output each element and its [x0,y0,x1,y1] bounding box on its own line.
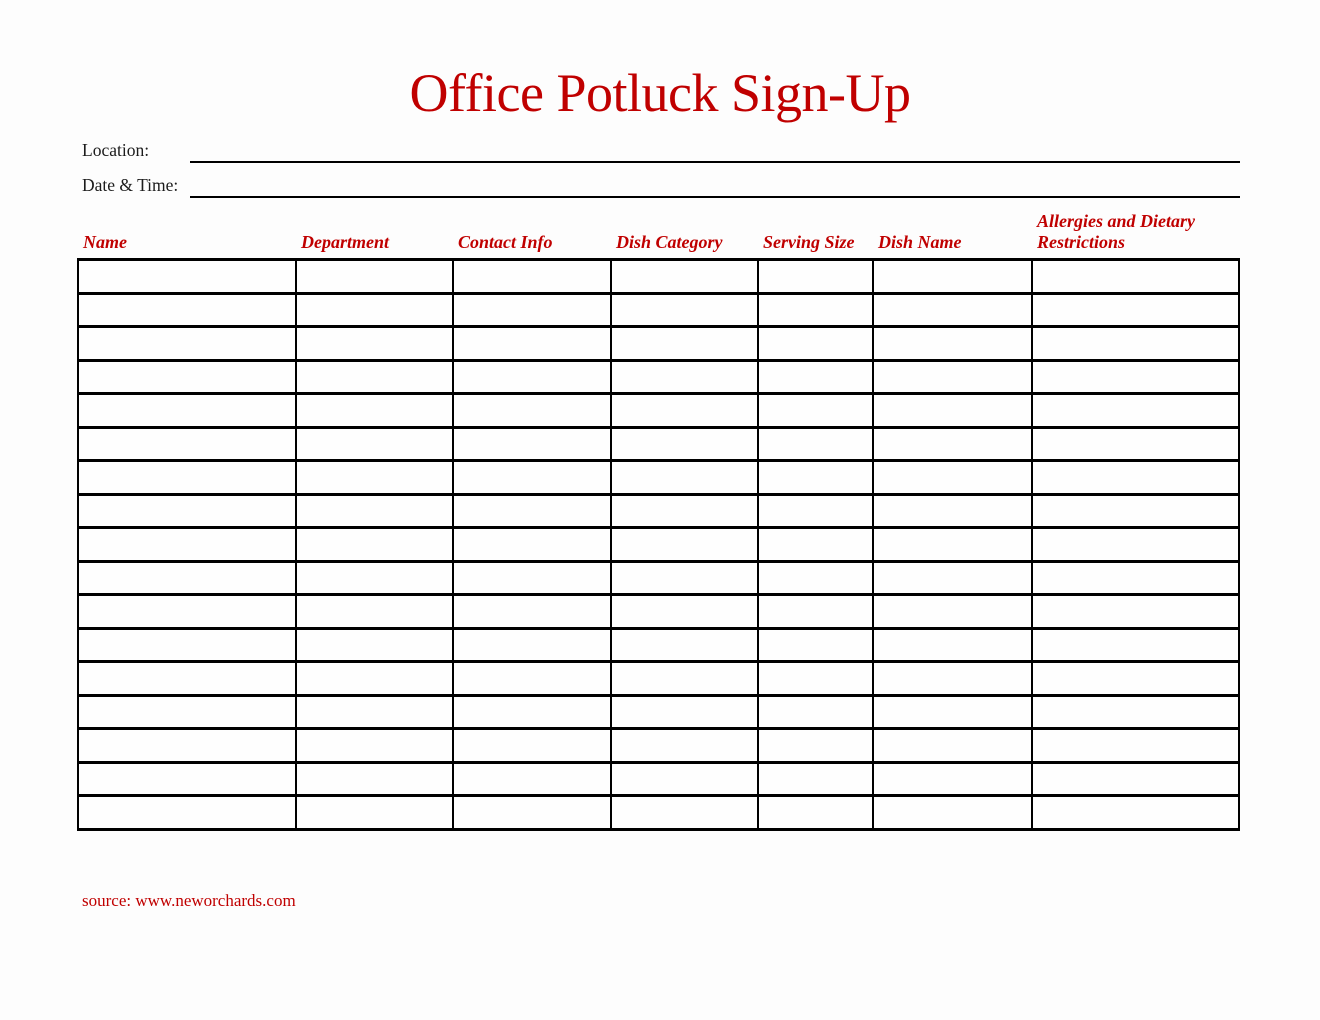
table-cell[interactable] [611,729,758,763]
table-cell[interactable] [611,427,758,461]
table-row [78,695,1239,729]
table-cell[interactable] [873,461,1032,495]
table-cell[interactable] [873,796,1032,830]
table-cell[interactable] [873,561,1032,595]
table-cell[interactable] [296,628,453,662]
table-cell[interactable] [296,595,453,629]
table-cell[interactable] [78,461,296,495]
table-cell[interactable] [1032,494,1239,528]
table-cell[interactable] [611,796,758,830]
table-row [78,796,1239,830]
table-cell[interactable] [1032,461,1239,495]
table-cell[interactable] [78,360,296,394]
table-cell[interactable] [611,394,758,428]
table-cell[interactable] [1032,729,1239,763]
table-cell[interactable] [78,628,296,662]
table-cell[interactable] [296,394,453,428]
table-cell[interactable] [453,729,611,763]
table-cell[interactable] [78,293,296,327]
column-header-name: Name [83,232,127,252]
table-cell[interactable] [453,260,611,294]
table-row [78,427,1239,461]
table-cell[interactable] [758,796,873,830]
signup-table-body [78,260,1239,830]
table-row [78,494,1239,528]
table-cell[interactable] [453,796,611,830]
location-input-line[interactable] [190,161,1240,163]
table-cell[interactable] [873,595,1032,629]
table-cell[interactable] [873,494,1032,528]
table-cell[interactable] [611,561,758,595]
table-row [78,662,1239,696]
table-cell[interactable] [611,293,758,327]
table-cell[interactable] [296,327,453,361]
table-cell[interactable] [873,695,1032,729]
table-cell[interactable] [78,561,296,595]
table-cell[interactable] [453,595,611,629]
table-cell[interactable] [296,561,453,595]
table-cell[interactable] [758,327,873,361]
column-header-serving-size: Serving Size [763,232,855,252]
table-row [78,762,1239,796]
table-cell[interactable] [453,762,611,796]
table-cell[interactable] [296,729,453,763]
table-cell[interactable] [873,528,1032,562]
table-cell[interactable] [873,729,1032,763]
column-header-department: Department [301,232,389,252]
table-cell[interactable] [611,595,758,629]
table-cell[interactable] [78,796,296,830]
table-cell[interactable] [78,729,296,763]
table-cell[interactable] [453,528,611,562]
table-cell[interactable] [758,695,873,729]
location-label: Location: [82,140,150,160]
table-cell[interactable] [1032,360,1239,394]
table-cell[interactable] [1032,595,1239,629]
table-cell[interactable] [1032,628,1239,662]
table-cell[interactable] [758,729,873,763]
table-cell[interactable] [453,494,611,528]
table-cell[interactable] [78,662,296,696]
table-cell[interactable] [758,461,873,495]
table-row [78,360,1239,394]
table-cell[interactable] [611,695,758,729]
table-row [78,394,1239,428]
table-cell[interactable] [1032,561,1239,595]
table-cell[interactable] [1032,293,1239,327]
table-cell[interactable] [296,360,453,394]
table-cell[interactable] [78,327,296,361]
table-cell[interactable] [873,628,1032,662]
table-cell[interactable] [758,561,873,595]
table-row [78,528,1239,562]
table-cell[interactable] [611,494,758,528]
source-text: source: www.neworchards.com [82,891,296,910]
table-cell[interactable] [758,494,873,528]
table-cell[interactable] [873,662,1032,696]
column-header-dish-name: Dish Name [878,232,962,252]
table-cell[interactable] [758,595,873,629]
table-cell[interactable] [296,662,453,696]
table-cell[interactable] [296,762,453,796]
table-cell[interactable] [296,461,453,495]
table-cell[interactable] [78,394,296,428]
table-cell[interactable] [611,260,758,294]
table-cell[interactable] [1032,327,1239,361]
table-cell[interactable] [453,695,611,729]
table-cell[interactable] [758,762,873,796]
table-row [78,561,1239,595]
table-cell[interactable] [78,695,296,729]
table-cell[interactable] [453,427,611,461]
table-cell[interactable] [873,427,1032,461]
table-cell[interactable] [296,796,453,830]
table-cell[interactable] [758,662,873,696]
table-cell[interactable] [873,327,1032,361]
table-cell[interactable] [611,360,758,394]
table-row [78,595,1239,629]
table-cell[interactable] [296,293,453,327]
table-cell[interactable] [1032,528,1239,562]
table-cell[interactable] [78,427,296,461]
table-cell[interactable] [1032,427,1239,461]
table-cell[interactable] [78,528,296,562]
table-cell[interactable] [611,662,758,696]
table-column-headers [77,202,1238,256]
table-cell[interactable] [453,293,611,327]
datetime-input-line[interactable] [190,196,1240,198]
table-cell[interactable] [873,293,1032,327]
table-cell[interactable] [453,360,611,394]
table-cell[interactable] [611,461,758,495]
table-row [78,260,1239,294]
table-cell[interactable] [758,260,873,294]
column-header-contact-info: Contact Info [458,232,553,252]
table-cell[interactable] [1032,762,1239,796]
table-row [78,729,1239,763]
table-cell[interactable] [453,662,611,696]
signup-table [77,258,1240,831]
table-cell[interactable] [1032,695,1239,729]
table-cell[interactable] [758,293,873,327]
table-cell[interactable] [453,461,611,495]
table-cell[interactable] [873,762,1032,796]
table-cell[interactable] [873,260,1032,294]
table-cell[interactable] [78,595,296,629]
table-cell[interactable] [296,695,453,729]
table-cell[interactable] [611,528,758,562]
table-cell[interactable] [611,762,758,796]
table-cell[interactable] [78,494,296,528]
table-cell[interactable] [758,360,873,394]
table-row [78,461,1239,495]
table-cell[interactable] [873,394,1032,428]
table-cell[interactable] [758,628,873,662]
table-cell[interactable] [758,427,873,461]
column-header-allergies: Allergies and Dietary Restrictions [1037,211,1195,252]
table-row [78,628,1239,662]
table-cell[interactable] [296,427,453,461]
table-cell[interactable] [453,628,611,662]
column-header-dish-category: Dish Category [616,232,723,252]
table-cell[interactable] [296,260,453,294]
table-cell[interactable] [1032,394,1239,428]
page-title: Office Potluck Sign-Up [409,63,911,123]
table-cell[interactable] [296,528,453,562]
table-cell[interactable] [1032,260,1239,294]
table-cell[interactable] [1032,796,1239,830]
table-cell[interactable] [1032,662,1239,696]
table-cell[interactable] [453,327,611,361]
table-cell[interactable] [758,394,873,428]
table-cell[interactable] [611,327,758,361]
datetime-label: Date & Time: [82,175,179,195]
table-cell[interactable] [758,528,873,562]
table-cell[interactable] [453,394,611,428]
table-cell[interactable] [78,762,296,796]
table-row [78,327,1239,361]
table-cell[interactable] [78,260,296,294]
table-cell[interactable] [873,360,1032,394]
table-cell[interactable] [296,494,453,528]
table-row [78,293,1239,327]
table-cell[interactable] [453,561,611,595]
table-cell[interactable] [611,628,758,662]
